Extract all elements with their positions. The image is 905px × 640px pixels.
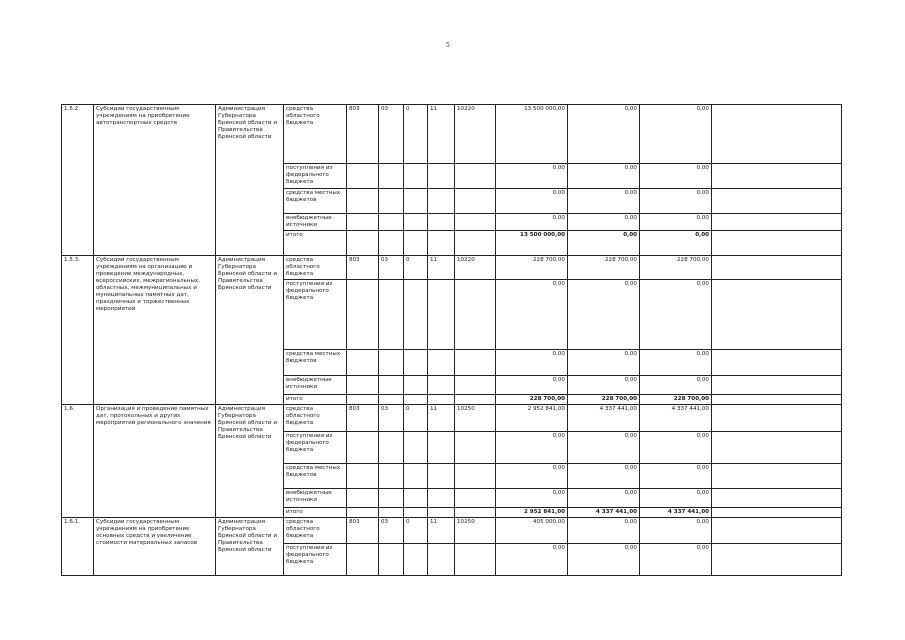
empty-cell: [404, 508, 428, 518]
empty-cell: [379, 544, 404, 576]
total-cell: 13 500 000,00: [496, 231, 568, 256]
amount-cell: 0,00: [568, 350, 640, 376]
empty-cell: [347, 231, 379, 256]
empty-cell: [428, 280, 455, 350]
empty-cell: [455, 280, 496, 350]
empty-cell: [455, 395, 496, 405]
amount-cell: 0,00: [640, 489, 712, 508]
empty-cell: [455, 464, 496, 489]
empty-cell: [404, 231, 428, 256]
code-cell: 10220: [455, 105, 496, 164]
amount-cell: 2 952 841,00: [496, 405, 568, 432]
empty-cell: [712, 544, 842, 576]
empty-cell: [712, 464, 842, 489]
empty-cell: [428, 350, 455, 376]
code-cell: 03: [379, 518, 404, 544]
total-cell: 0,00: [640, 231, 712, 256]
amount-cell: 0,00: [640, 544, 712, 576]
total-cell: 4 337 441,00: [568, 508, 640, 518]
empty-cell: [379, 376, 404, 395]
amount-cell: 0,00: [640, 518, 712, 544]
code-cell: 10250: [455, 405, 496, 432]
empty-cell: [379, 231, 404, 256]
empty-cell: [347, 376, 379, 395]
amount-cell: 228 700,00: [568, 256, 640, 280]
amount-cell: 228 700,00: [640, 256, 712, 280]
amount-cell: 0,00: [568, 489, 640, 508]
empty-cell: [712, 376, 842, 395]
funding-source: внебюджетные источники: [284, 489, 347, 508]
empty-cell: [404, 395, 428, 405]
empty-cell: [428, 544, 455, 576]
empty-cell: [428, 464, 455, 489]
item-number: 1.6.: [62, 405, 94, 518]
empty-cell: [455, 350, 496, 376]
empty-cell: [712, 405, 842, 432]
amount-cell: 0,00: [640, 350, 712, 376]
empty-cell: [712, 432, 842, 464]
code-cell: 03: [379, 256, 404, 280]
empty-cell: [712, 395, 842, 405]
item-executor: Администрация Губернатора Брянской области и Правительства Брянской области: [216, 105, 284, 256]
code-cell: 803: [347, 405, 379, 432]
empty-cell: [347, 350, 379, 376]
code-cell: 803: [347, 256, 379, 280]
empty-cell: [712, 489, 842, 508]
amount-cell: 4 337 441,00: [568, 405, 640, 432]
empty-cell: [712, 105, 842, 164]
empty-cell: [404, 464, 428, 489]
empty-cell: [428, 376, 455, 395]
item-number: 1.5.2.: [62, 105, 94, 256]
empty-cell: [455, 544, 496, 576]
empty-cell: [428, 164, 455, 189]
amount-cell: 0,00: [568, 464, 640, 489]
item-number: 1.6.1.: [62, 518, 94, 576]
funding-source: внебюджетные источники: [284, 376, 347, 395]
code-cell: 803: [347, 518, 379, 544]
amount-cell: 0,00: [568, 376, 640, 395]
table-row: [62, 256, 842, 280]
total-cell: 4 337 441,00: [640, 508, 712, 518]
table-row: [62, 105, 842, 164]
empty-cell: [404, 350, 428, 376]
amount-cell: 0,00: [568, 105, 640, 164]
empty-cell: [379, 432, 404, 464]
amount-cell: 0,00: [496, 544, 568, 576]
code-cell: 10220: [455, 256, 496, 280]
amount-cell: 0,00: [568, 189, 640, 214]
total-cell: 228 700,00: [496, 395, 568, 405]
empty-cell: [712, 280, 842, 350]
total-cell: 228 700,00: [640, 395, 712, 405]
item-number: 1.5.3.: [62, 256, 94, 405]
empty-cell: [404, 489, 428, 508]
table-row: [62, 518, 842, 544]
empty-cell: [347, 432, 379, 464]
funding-source: средства местных бюджетов: [284, 464, 347, 489]
total-cell: 0,00: [568, 231, 640, 256]
amount-cell: 0,00: [496, 280, 568, 350]
empty-cell: [379, 350, 404, 376]
amount-cell: 0,00: [496, 189, 568, 214]
empty-cell: [428, 214, 455, 231]
amount-cell: 0,00: [568, 214, 640, 231]
code-cell: 03: [379, 105, 404, 164]
empty-cell: [347, 508, 379, 518]
empty-cell: [455, 432, 496, 464]
total-cell: 2 952 841,00: [496, 508, 568, 518]
empty-cell: [404, 544, 428, 576]
empty-cell: [428, 189, 455, 214]
code-cell: 0: [404, 518, 428, 544]
code-cell: 11: [428, 256, 455, 280]
empty-cell: [712, 518, 842, 544]
amount-cell: 0,00: [568, 432, 640, 464]
funding-source: средства областного бюджета: [284, 518, 347, 544]
funding-source: поступления из федерального бюджета: [284, 164, 347, 189]
amount-cell: 0,00: [640, 376, 712, 395]
funding-source: поступления из федерального бюджета: [284, 544, 347, 576]
funding-source: итого: [284, 395, 347, 405]
amount-cell: 0,00: [640, 432, 712, 464]
funding-source: поступления из федерального бюджета: [284, 432, 347, 464]
funding-source: средства местных бюджетов: [284, 189, 347, 214]
funding-source: средства местных бюджетов: [284, 350, 347, 376]
empty-cell: [455, 376, 496, 395]
empty-cell: [404, 214, 428, 231]
empty-cell: [712, 231, 842, 256]
empty-cell: [455, 164, 496, 189]
total-cell: 228 700,00: [568, 395, 640, 405]
item-name: Субсидии государственным учреждениям на приобретение основных средств и увеличение стоимости материальных запасов: [94, 518, 216, 576]
amount-cell: 0,00: [496, 489, 568, 508]
funding-source: средства областного бюджета: [284, 105, 347, 164]
funding-source: поступления из федерального бюджета: [284, 280, 347, 350]
empty-cell: [455, 508, 496, 518]
code-cell: 11: [428, 105, 455, 164]
amount-cell: 0,00: [640, 214, 712, 231]
funding-source: средства областного бюджета: [284, 405, 347, 432]
empty-cell: [404, 164, 428, 189]
empty-cell: [379, 508, 404, 518]
code-cell: 0: [404, 105, 428, 164]
amount-cell: 0,00: [640, 105, 712, 164]
empty-cell: [347, 544, 379, 576]
code-cell: 0: [404, 405, 428, 432]
empty-cell: [455, 214, 496, 231]
funding-source: средства областного бюджета: [284, 256, 347, 280]
amount-cell: 0,00: [568, 280, 640, 350]
empty-cell: [428, 432, 455, 464]
empty-cell: [404, 280, 428, 350]
empty-cell: [712, 350, 842, 376]
empty-cell: [379, 395, 404, 405]
amount-cell: 0,00: [496, 464, 568, 489]
empty-cell: [347, 489, 379, 508]
item-name: Организация и проведение памятных дат, протокольных и других мероприятий регионального значения: [94, 405, 216, 518]
code-cell: 0: [404, 256, 428, 280]
page-number: 5: [446, 42, 450, 49]
code-cell: 10250: [455, 518, 496, 544]
code-cell: 11: [428, 405, 455, 432]
amount-cell: 0,00: [496, 432, 568, 464]
amount-cell: 0,00: [640, 189, 712, 214]
empty-cell: [379, 280, 404, 350]
empty-cell: [712, 214, 842, 231]
amount-cell: 13 500 000,00: [496, 105, 568, 164]
item-executor: Администрация Губернатора Брянской области и Правительства Брянской области: [216, 405, 284, 518]
amount-cell: 0,00: [568, 164, 640, 189]
amount-cell: 405 000,00: [496, 518, 568, 544]
amount-cell: 0,00: [496, 164, 568, 189]
empty-cell: [347, 164, 379, 189]
empty-cell: [404, 189, 428, 214]
empty-cell: [379, 464, 404, 489]
empty-cell: [347, 214, 379, 231]
amount-cell: 0,00: [496, 214, 568, 231]
amount-cell: 0,00: [568, 544, 640, 576]
empty-cell: [712, 508, 842, 518]
code-cell: 803: [347, 105, 379, 164]
code-cell: 11: [428, 518, 455, 544]
amount-cell: 0,00: [496, 376, 568, 395]
empty-cell: [379, 189, 404, 214]
empty-cell: [455, 231, 496, 256]
empty-cell: [712, 256, 842, 280]
empty-cell: [428, 489, 455, 508]
code-cell: 03: [379, 405, 404, 432]
item-name: Субсидии государственным учреждениям на организацию и проведение международных, всероссийских, межрегиональных, областных, межмуниципальных и муниципальных памятных дат, праздничных и торжественных мероприятий: [94, 256, 216, 405]
amount-cell: 0,00: [568, 518, 640, 544]
empty-cell: [379, 214, 404, 231]
amount-cell: 4 337 441,00: [640, 405, 712, 432]
empty-cell: [428, 508, 455, 518]
empty-cell: [347, 189, 379, 214]
table-row: [62, 405, 842, 432]
amount-cell: 0,00: [496, 350, 568, 376]
budget-table: [61, 104, 842, 576]
empty-cell: [428, 395, 455, 405]
empty-cell: [379, 489, 404, 508]
empty-cell: [379, 164, 404, 189]
empty-cell: [347, 395, 379, 405]
empty-cell: [712, 164, 842, 189]
empty-cell: [455, 489, 496, 508]
item-executor: Администрация Губернатора Брянской области и Правительства Брянской области: [216, 256, 284, 405]
funding-source: итого: [284, 508, 347, 518]
amount-cell: 228 700,00: [496, 256, 568, 280]
empty-cell: [404, 376, 428, 395]
empty-cell: [347, 464, 379, 489]
empty-cell: [404, 432, 428, 464]
amount-cell: 0,00: [640, 164, 712, 189]
empty-cell: [455, 189, 496, 214]
amount-cell: 0,00: [640, 280, 712, 350]
empty-cell: [712, 189, 842, 214]
item-executor: Администрация Губернатора Брянской области и Правительства Брянской области: [216, 518, 284, 576]
amount-cell: 0,00: [640, 464, 712, 489]
funding-source: внебюджетные источники: [284, 214, 347, 231]
item-name: Субсидии государственным учреждениям на приобретение автотранспортных средств: [94, 105, 216, 256]
empty-cell: [347, 280, 379, 350]
empty-cell: [428, 231, 455, 256]
funding-source: итого: [284, 231, 347, 256]
